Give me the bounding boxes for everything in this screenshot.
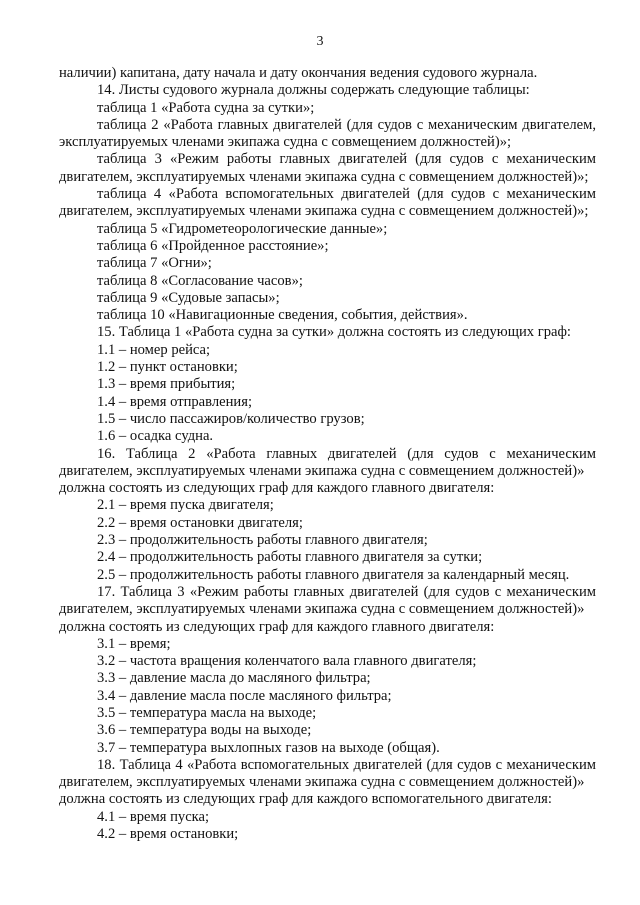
text-line: 2.5 – продолжительность работы главного двигателя за календарный месяц.	[97, 566, 570, 583]
text-line: 3.4 – давление масла после масляного фильтра;	[97, 687, 392, 704]
text-line: 18. Таблица 4 «Работа вспомогательных двигателей (для судов с механическим	[97, 756, 596, 773]
text-line: таблица 2 «Работа главных двигателей (для судов с механическим двигателем,	[97, 116, 596, 133]
text-line: 1.4 – время отправления;	[97, 393, 253, 410]
text-line: наличии) капитана, дату начала и дату окончания ведения судового журнала.	[59, 65, 538, 81]
text-line: двигателем, эксплуатируемых членами экипажа судна с совмещением должностей)»	[59, 601, 585, 618]
text-line: таблица 5 «Гидрометеорологические данные»;	[97, 220, 388, 237]
text-line: таблица 1 «Работа судна за сутки»;	[97, 99, 315, 116]
text-line: 2.1 – время пуска двигателя;	[97, 497, 274, 514]
text-line: 1.3 – время прибытия;	[97, 376, 236, 393]
text-line: 1.6 – осадка судна.	[97, 428, 214, 445]
text-line: таблица 4 «Работа вспомогательных двигателей (для судов с механическим	[97, 186, 596, 203]
text-line: 1.1 – номер рейса;	[97, 341, 211, 358]
text-line: должна состоять из следующих граф для каждого главного двигателя:	[59, 618, 495, 635]
document-body	[59, 65, 596, 843]
text-line: двигателем, эксплуатируемых членами экипажа судна с совмещением должностей)»;	[59, 203, 589, 220]
text-line: 3.2 – частота вращения коленчатого вала главного двигателя;	[97, 653, 477, 670]
text-line: 3.1 – время;	[97, 635, 171, 652]
text-line: таблица 3 «Режим работы главных двигателей (для судов с механическим	[97, 151, 596, 168]
text-line: двигателем, эксплуатируемых членами экипажа судна с совмещением должностей)»	[59, 462, 585, 479]
text-line: двигателем, эксплуатируемых членами экипажа судна с совмещением должностей)»;	[59, 168, 589, 185]
text-line: 4.1 – время пуска;	[97, 808, 210, 825]
text-line: 2.2 – время остановки двигателя;	[97, 514, 303, 531]
text-line: 1.5 – число пассажиров/количество грузов;	[97, 410, 365, 427]
text-line: двигателем, эксплуатируемых членами экипажа судна с совмещением должностей)»	[59, 774, 585, 791]
text-line: таблица 9 «Судовые запасы»;	[97, 289, 280, 306]
text-line: 2.3 – продолжительность работы главного двигателя;	[97, 532, 428, 549]
text-line: 4.2 – время остановки;	[97, 826, 239, 843]
text-line: 3.7 – температура выхлопных газов на выходе (общая).	[97, 739, 440, 756]
text-line: таблица 6 «Пройденное расстояние»;	[97, 237, 329, 254]
text-line: 3.5 – температура масла на выходе;	[97, 704, 317, 721]
text-line: 14. Листы судового журнала должны содержать следующие таблицы:	[97, 82, 530, 99]
text-line: 17. Таблица 3 «Режим работы главных двигателей (для судов с механическим	[97, 583, 596, 600]
text-line: должна состоять из следующих граф для каждого вспомогательного двигателя:	[59, 791, 552, 808]
text-line: 15. Таблица 1 «Работа судна за сутки» должна состоять из следующих граф:	[97, 324, 571, 341]
text-line: 2.4 – продолжительность работы главного двигателя за сутки;	[97, 549, 483, 566]
text-line: эксплуатируемых членами экипажа судна с совмещением должностей)»;	[59, 134, 512, 151]
text-line: 3.3 – давление масла до масляного фильтра;	[97, 670, 371, 687]
text-line: таблица 10 «Навигационные сведения, события, действия».	[97, 307, 468, 324]
text-line: таблица 8 «Согласование часов»;	[97, 272, 303, 289]
text-line: 16. Таблица 2 «Работа главных двигателей (для судов с механическим	[97, 445, 596, 462]
text-line: таблица 7 «Огни»;	[97, 255, 212, 272]
page-number: 3	[316, 34, 324, 49]
text-line: должна состоять из следующих граф для каждого главного двигателя:	[59, 480, 495, 497]
text-line: 3.6 – температура воды на выходе;	[97, 722, 312, 739]
text-line: 1.2 – пункт остановки;	[97, 359, 238, 376]
